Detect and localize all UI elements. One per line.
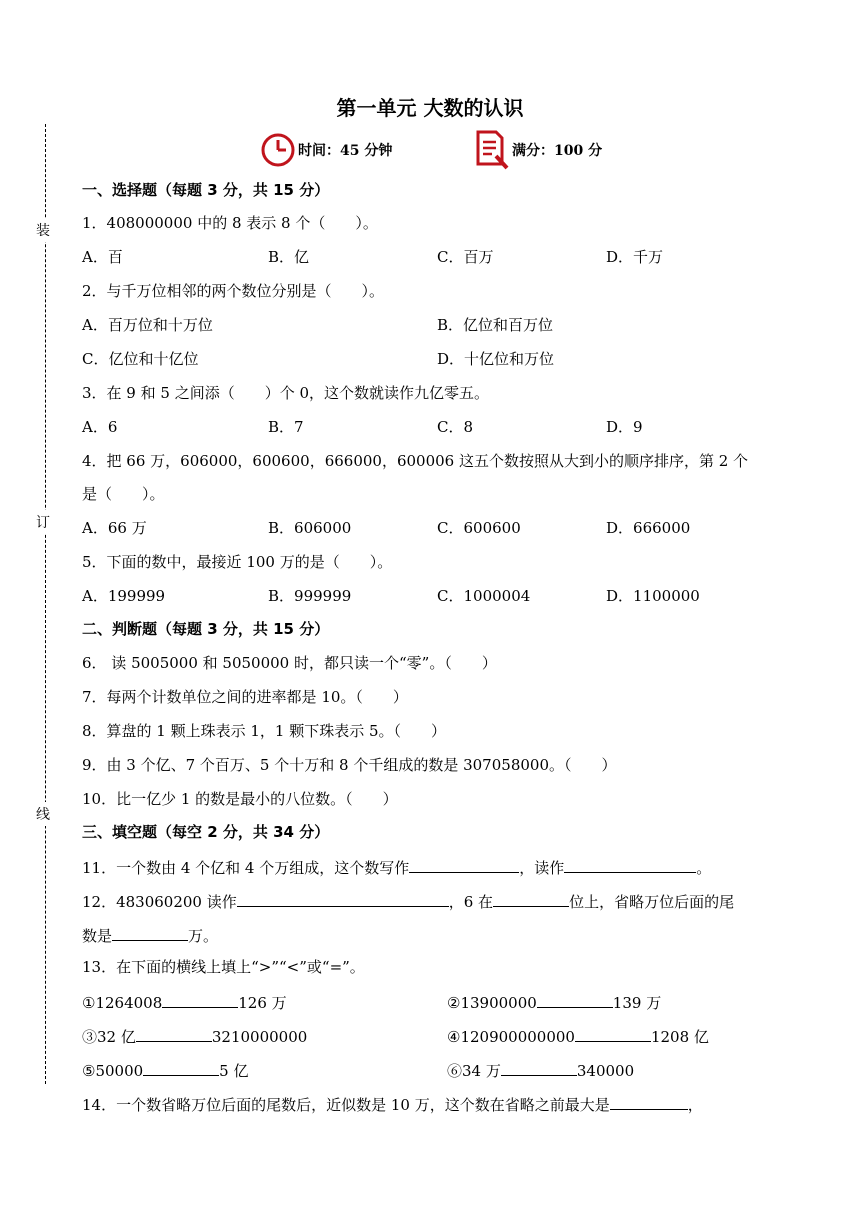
score-label: 满分：100 分 — [512, 143, 603, 159]
q2-option-d: D．十亿位和万位 — [437, 350, 555, 368]
q14-text-end: ， — [687, 1096, 703, 1114]
binding-char-ding: 订 — [36, 510, 50, 534]
q13-item-5-left: ⑤50000 — [82, 1062, 144, 1080]
q13-item-1-right: 126 万 — [238, 994, 287, 1012]
question-2: 2．与千万位相邻的两个数位分别是（ ）。 — [82, 282, 385, 300]
binding-dashed-line — [45, 124, 46, 1084]
clock-icon — [260, 132, 296, 168]
section-choice-heading: 一、选择题（每题 3 分，共 15 分） — [82, 181, 330, 199]
question-5: 5．下面的数中，最接近 100 万的是（ ）。 — [82, 553, 393, 571]
q3-option-a: A．6 — [82, 418, 118, 436]
q2-option-a: A．百万位和十万位 — [82, 316, 213, 334]
q13-item-6-blank[interactable] — [501, 1059, 577, 1076]
q2-option-c: C．亿位和十亿位 — [82, 350, 199, 368]
q13-item-2-blank[interactable] — [537, 991, 613, 1008]
q13-item-4-left: ④120900000000 — [447, 1028, 575, 1046]
q13-item-3 — [82, 1025, 307, 1047]
q12-text-e: 万。 — [188, 927, 219, 945]
question-10: 10．比一亿少 1 的数是最小的八位数。（ ） — [82, 790, 398, 808]
q13-item-3-blank[interactable] — [136, 1025, 212, 1042]
q3-option-d: D．9 — [606, 418, 643, 436]
q4-option-b: B．606000 — [268, 519, 352, 537]
question-3: 3．在 9 和 5 之间添（ ）个 0，这个数就读作九亿零五。 — [82, 384, 490, 402]
q12-blank-place[interactable] — [493, 890, 569, 907]
q13-item-4 — [447, 1025, 709, 1047]
question-4: 4．把 66 万，606000，600600，666000，600006 这五个数按照从大到小的顺序排序，第 2 个 — [82, 452, 749, 470]
q13-item-6 — [447, 1059, 634, 1081]
q2-option-b: B．亿位和百万位 — [437, 316, 554, 334]
question-11 — [82, 856, 711, 878]
question-7: 7．每两个计数单位之间的进率都是 10。（ ） — [82, 688, 408, 706]
q11-blank-read[interactable] — [564, 856, 696, 873]
q5-option-d: D．1100000 — [606, 587, 700, 605]
section-judge-heading: 二、判断题（每题 3 分，共 15 分） — [82, 620, 330, 638]
page-title: 第一单元 大数的认识 — [336, 96, 524, 120]
q11-text-a: 11．一个数由 4 个亿和 4 个万组成，这个数写作 — [82, 859, 410, 877]
q13-item-2-right: 139 万 — [612, 994, 662, 1012]
question-6: 6． 读 5005000 和 5050000 时，都只读一个“零”。（ ） — [82, 654, 497, 672]
q5-option-c: C．1000004 — [437, 587, 531, 605]
section-fill-heading: 三、填空题（每空 2 分，共 34 分） — [82, 823, 330, 841]
q11-text-c: 。 — [696, 859, 712, 877]
q1-option-c: C．百万 — [437, 248, 494, 266]
q13-item-1 — [82, 991, 287, 1013]
q3-option-c: C．8 — [437, 418, 474, 436]
q12-blank-approx[interactable] — [112, 924, 188, 941]
q3-option-b: B．7 — [268, 418, 304, 436]
q14-blank-max[interactable] — [610, 1093, 688, 1110]
question-9: 9．由 3 个亿、7 个百万、5 个十万和 8 个千组成的数是 307058000。（ ） — [82, 756, 617, 774]
q13-item-4-blank[interactable] — [575, 1025, 651, 1042]
q4-option-c: C．600600 — [437, 519, 521, 537]
q13-item-3-right: 3210000000 — [211, 1028, 308, 1046]
q5-option-b: B．999999 — [268, 587, 352, 605]
q13-item-3-left: ③32 亿 — [82, 1028, 136, 1046]
question-14 — [82, 1093, 703, 1115]
q13-item-5-right: 5 亿 — [219, 1062, 249, 1080]
q14-text: 14．一个数省略万位后面的尾数后，近似数是 10 万，这个数在省略之前最大是 — [82, 1096, 610, 1114]
q13-item-5-blank[interactable] — [143, 1059, 219, 1076]
q13-item-4-right: 1208 亿 — [650, 1028, 709, 1046]
q13-item-2-left: ②13900000 — [447, 994, 537, 1012]
q12-blank-read[interactable] — [237, 890, 449, 907]
q12-text-b: ，6 在 — [448, 893, 494, 911]
q5-option-a: A．199999 — [82, 587, 166, 605]
time-label: 时间：45 分钟 — [298, 143, 393, 159]
q13-item-6-left: ⑥34 万 — [447, 1062, 501, 1080]
q11-blank-write[interactable] — [409, 856, 519, 873]
q11-text-b: ，读作 — [519, 859, 565, 877]
question-8: 8．算盘的 1 颗上珠表示 1，1 颗下珠表示 5。（ ） — [82, 722, 447, 740]
question-12 — [82, 890, 734, 912]
q4-option-d: D．666000 — [606, 519, 691, 537]
q13-item-1-blank[interactable] — [162, 991, 238, 1008]
question-12-cont — [82, 924, 218, 946]
q12-text-c: 位上，省略万位后面的尾 — [569, 893, 735, 911]
q13-item-6-right: 340000 — [576, 1062, 635, 1080]
q1-option-b: B．亿 — [268, 248, 310, 266]
question-13: 13．在下面的横线上填上“>”“<”或“=”。 — [82, 958, 365, 976]
q1-option-d: D．千万 — [606, 248, 664, 266]
q13-item-5 — [82, 1059, 248, 1081]
score-info — [474, 130, 602, 170]
question-4-cont: 是（ ）。 — [82, 485, 165, 503]
q12-text-d: 数是 — [82, 927, 113, 945]
q13-item-2 — [447, 991, 661, 1013]
time-info — [260, 130, 392, 170]
exam-paper-icon — [474, 130, 510, 170]
binding-char-xian: 线 — [36, 802, 50, 826]
q13-item-1-left: ①1264008 — [82, 994, 163, 1012]
q1-option-a: A．百 — [82, 248, 123, 266]
question-1: 1．408000000 中的 8 表示 8 个（ ）。 — [82, 214, 378, 232]
binding-char-zhuang: 装 — [36, 218, 50, 242]
q12-text-a: 12．483060200 读作 — [82, 893, 237, 911]
q4-option-a: A．66 万 — [82, 519, 147, 537]
